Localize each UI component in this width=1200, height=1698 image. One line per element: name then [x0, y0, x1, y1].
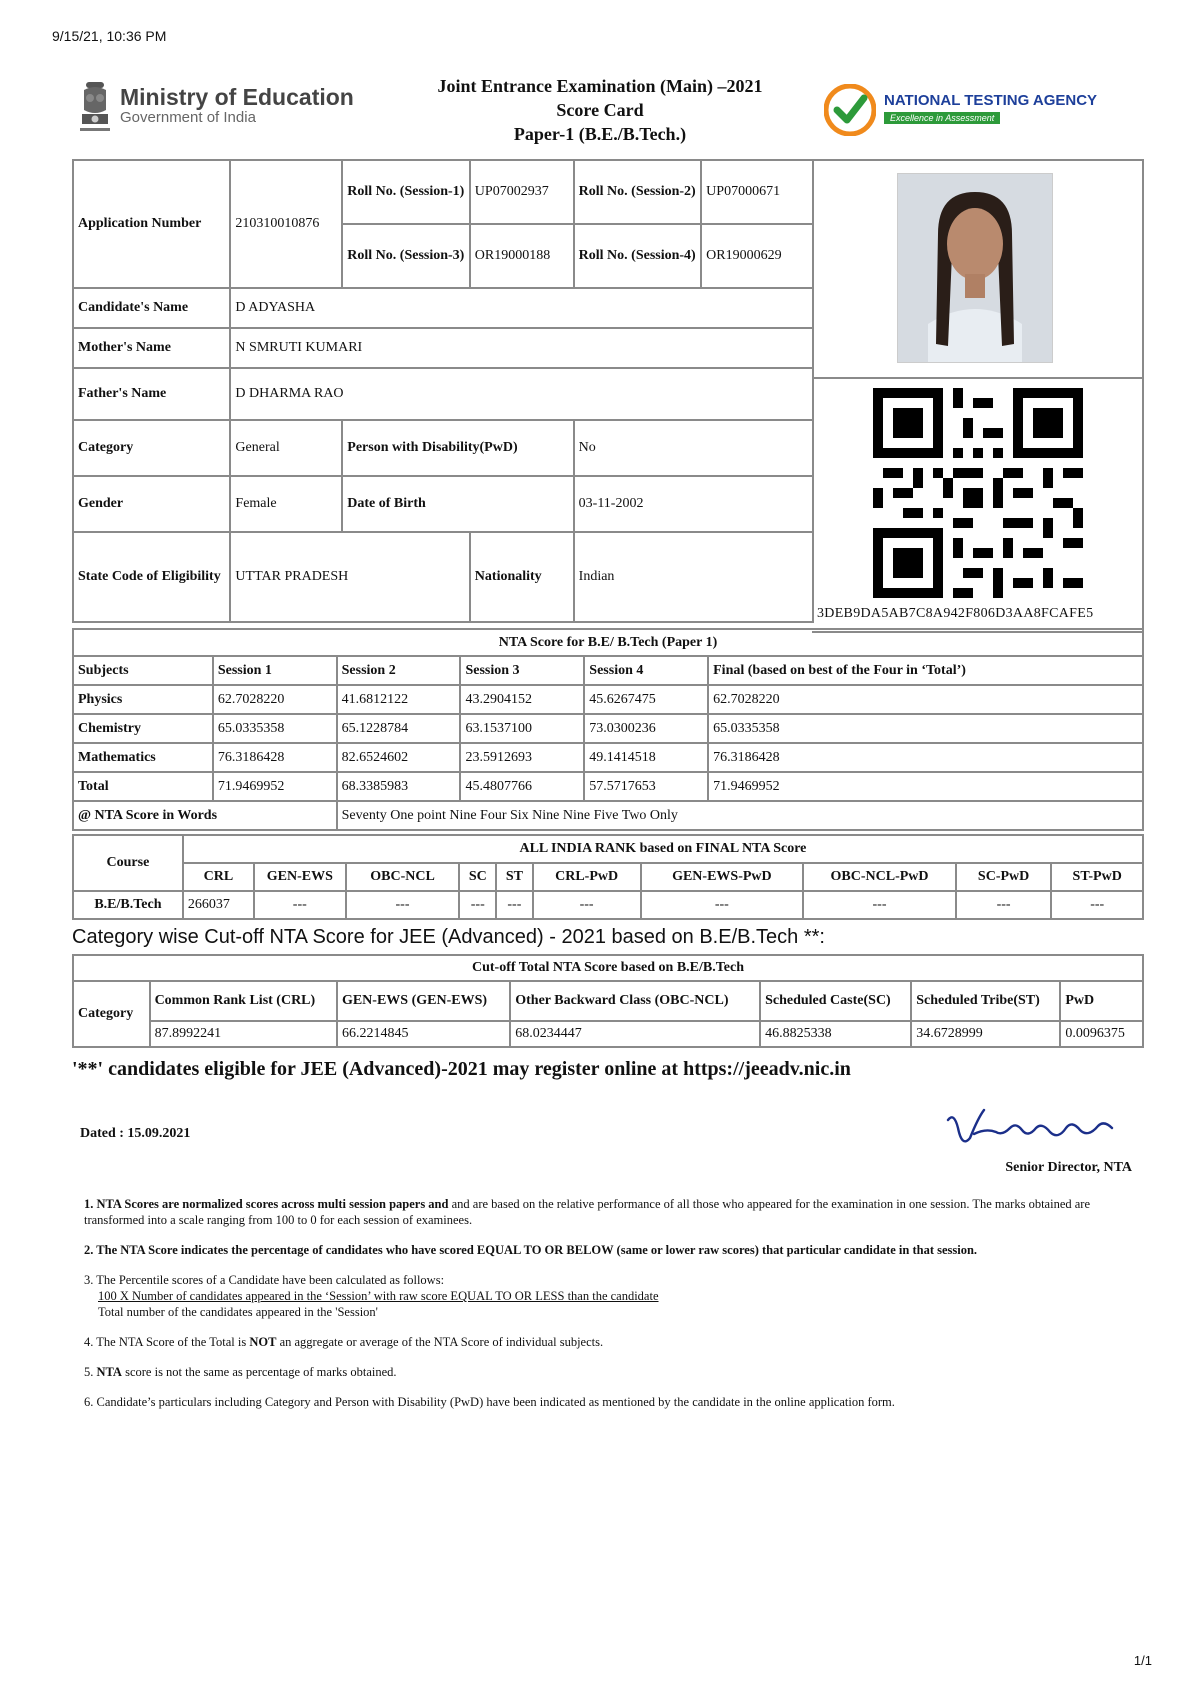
nta-score-table — [72, 628, 1144, 831]
cutoff-table-title: Cut-off Total NTA Score based on B.E/B.Tech — [73, 955, 1143, 981]
score-header-subjects: Subjects — [73, 656, 213, 685]
score-cell: 62.7028220 — [708, 685, 1143, 714]
subject-cell: Total — [73, 772, 213, 801]
score-cell: 23.5912693 — [460, 743, 584, 772]
score-header-final: Final (based on best of the Four in ‘Total’) — [708, 656, 1143, 685]
rank-value: --- — [496, 891, 533, 919]
pwd-value: No — [574, 420, 813, 476]
roll4-label: Roll No. (Session-4) — [574, 224, 702, 288]
exam-title: Joint Entrance Examination (Main) –2021 — [437, 76, 763, 96]
page-number: 1/1 — [1133, 1653, 1152, 1668]
ministry-logo — [76, 80, 356, 140]
nta-title: NATIONAL TESTING AGENCY — [884, 92, 1098, 109]
table-row — [73, 772, 1143, 801]
exam-heading — [380, 74, 820, 146]
cutoff-table — [72, 954, 1144, 1048]
percentile-formula — [98, 1288, 1124, 1320]
roll3-label: Roll No. (Session-3) — [342, 224, 470, 288]
formula-denominator: Total number of the candidates appeared in the 'Session' — [98, 1305, 378, 1319]
score-cell: 71.9469952 — [708, 772, 1143, 801]
cutoff-header-st: Scheduled Tribe(ST) — [911, 981, 1060, 1021]
formula-numerator: 100 X Number of candidates appeared in the ‘Session’ with raw score EQUAL TO OR LESS than the candidate — [98, 1289, 659, 1303]
father-name-value: D DHARMA RAO — [230, 368, 813, 420]
rank-value: --- — [956, 891, 1052, 919]
cutoff-category-label: Category — [73, 981, 150, 1047]
government-subtitle: Government of India — [120, 109, 256, 126]
rank-value: --- — [459, 891, 496, 919]
gender-label: Gender — [73, 476, 230, 532]
rank-value: --- — [254, 891, 346, 919]
note-3: 3. The Percentile scores of a Candidate have been calculated as follows: 100 X Number of candidates appeared in the ‘Session’ with raw score EQUAL TO OR LESS than the candidate Total number of the candidates appeared in the 'Session' — [84, 1272, 1124, 1320]
national-emblem-icon — [76, 80, 114, 138]
cutoff-value: 34.6728999 — [911, 1021, 1060, 1047]
score-words-label: @ NTA Score in Words — [73, 801, 337, 830]
table-row — [73, 685, 1143, 714]
rank-header-obc-ncl: OBC-NCL — [346, 863, 460, 891]
rank-header-obc-ncl-pwd: OBC-NCL-PwD — [803, 863, 956, 891]
cutoff-header-pwd: PwD — [1060, 981, 1143, 1021]
cutoff-header-sc: Scheduled Caste(SC) — [760, 981, 911, 1021]
qr-code-text: 3DEB9DA5AB7C8A942F806D3AA8FCAFE5 — [817, 606, 1094, 621]
score-header-session1: Session 1 — [213, 656, 337, 685]
score-cell: 41.6812122 — [337, 685, 461, 714]
score-header-session4: Session 4 — [584, 656, 708, 685]
dob-value: 03-11-2002 — [574, 476, 813, 532]
subject-cell: Physics — [73, 685, 213, 714]
note-1: 1. NTA Scores are normalized scores across multi session papers and and are based on the relative performance of all those who appeared for the examination in one session. The marks obtained are transformed into a scale ranging from 100 to 0 for each session of examinees. — [84, 1197, 1091, 1227]
note-5: 5. NTA score is not the same as percentage of marks obtained. — [84, 1365, 397, 1379]
note-6: 6. Candidate’s particulars including Category and Person with Disability (PwD) have been indicated as mentioned by the candidate in the online application form. — [84, 1395, 895, 1409]
candidate-details-table — [72, 159, 814, 623]
candidate-name-value: D ADYASHA — [230, 288, 813, 328]
nta-logo — [824, 84, 1124, 136]
paper-title: Paper-1 (B.E./B.Tech.) — [513, 124, 687, 144]
rank-header-st: ST — [496, 863, 533, 891]
dob-label: Date of Birth — [342, 476, 573, 532]
score-cell: 76.3186428 — [213, 743, 337, 772]
cutoff-value: 66.2214845 — [337, 1021, 510, 1047]
rank-header-gen-ews-pwd: GEN-EWS-PwD — [641, 863, 804, 891]
rank-header-sc-pwd: SC-PwD — [956, 863, 1052, 891]
score-cell: 65.0335358 — [213, 714, 337, 743]
print-timestamp: 9/15/21, 10:36 PM — [52, 28, 167, 44]
score-cell: 45.4807766 — [460, 772, 584, 801]
category-label: Category — [73, 420, 230, 476]
score-cell: 65.1228784 — [337, 714, 461, 743]
cutoff-header-obc: Other Backward Class (OBC-NCL) — [510, 981, 760, 1021]
course-value: B.E/B.Tech — [73, 891, 183, 919]
cutoff-value: 68.0234447 — [510, 1021, 760, 1047]
rank-header-crl: CRL — [183, 863, 254, 891]
score-cell: 57.5717653 — [584, 772, 708, 801]
rank-header-sc: SC — [459, 863, 496, 891]
score-header-session3: Session 3 — [460, 656, 584, 685]
cutoff-header-gen-ews: GEN-EWS (GEN-EWS) — [337, 981, 510, 1021]
subject-cell: Mathematics — [73, 743, 213, 772]
nta-check-icon — [824, 84, 876, 136]
note-4: 4. The NTA Score of the Total is NOT an aggregate or average of the NTA Score of individual subjects. — [84, 1335, 604, 1349]
rank-value: --- — [1051, 891, 1143, 919]
application-number-label: Application Number — [73, 160, 230, 288]
table-row — [73, 714, 1143, 743]
signatory-title: Senior Director, NTA — [1005, 1160, 1132, 1175]
score-cell: 45.6267475 — [584, 685, 708, 714]
score-cell: 43.2904152 — [460, 685, 584, 714]
score-cell: 73.0300236 — [584, 714, 708, 743]
state-label: State Code of Eligibility — [73, 532, 230, 622]
score-cell: 68.3385983 — [337, 772, 461, 801]
rank-header-crl-pwd: CRL-PwD — [533, 863, 641, 891]
nta-tagline: Excellence in Assessment — [884, 112, 1000, 124]
cutoff-value: 87.8992241 — [150, 1021, 337, 1047]
score-cell: 65.0335358 — [708, 714, 1143, 743]
subject-cell: Chemistry — [73, 714, 213, 743]
table-row — [73, 891, 1143, 919]
score-header-session2: Session 2 — [337, 656, 461, 685]
rank-value: --- — [533, 891, 641, 919]
note-2: 2. The NTA Score indicates the percentage of candidates who have scored EQUAL TO OR BELOW (same or lower raw scores) that particular candidate in that session. — [84, 1243, 978, 1257]
rank-title: ALL INDIA RANK based on FINAL NTA Score — [183, 835, 1143, 863]
mother-name-value: N SMRUTI KUMARI — [230, 328, 813, 368]
score-cell: 71.9469952 — [213, 772, 337, 801]
roll2-value: UP07000671 — [701, 160, 813, 224]
course-label: Course — [73, 835, 183, 891]
roll2-label: Roll No. (Session-2) — [574, 160, 702, 224]
ministry-title: Ministry of Education — [120, 84, 354, 110]
photo-qr-border — [812, 159, 1144, 633]
score-cell: 82.6524602 — [337, 743, 461, 772]
rank-value: --- — [803, 891, 956, 919]
cutoff-value: 0.0096375 — [1060, 1021, 1143, 1047]
roll1-label: Roll No. (Session-1) — [342, 160, 470, 224]
score-table-title: NTA Score for B.E/ B.Tech (Paper 1) — [73, 629, 1143, 656]
rank-value: --- — [346, 891, 460, 919]
cutoff-heading: Category wise Cut-off NTA Score for JEE (Advanced) - 2021 based on B.E/B.Tech **: — [72, 926, 825, 948]
score-words-value: Seventy One point Nine Four Six Nine Nine Five Two Only — [337, 801, 1143, 830]
table-row — [73, 743, 1143, 772]
roll1-value: UP07002937 — [470, 160, 574, 224]
roll3-value: OR19000188 — [470, 224, 574, 288]
score-cell: 63.1537100 — [460, 714, 584, 743]
state-value: UTTAR PRADESH — [230, 532, 469, 622]
roll4-value: OR19000629 — [701, 224, 813, 288]
candidate-name-label: Candidate's Name — [73, 288, 230, 328]
application-number-value: 210310010876 — [230, 160, 342, 288]
rank-header-st-pwd: ST-PwD — [1051, 863, 1143, 891]
card-title: Score Card — [556, 100, 644, 120]
photo-qr-divider — [812, 377, 1142, 379]
rank-header-gen-ews: GEN-EWS — [254, 863, 346, 891]
rank-value: --- — [641, 891, 804, 919]
category-value: General — [230, 420, 342, 476]
pwd-label: Person with Disability(PwD) — [342, 420, 573, 476]
score-cell: 49.1414518 — [584, 743, 708, 772]
cutoff-value: 46.8825338 — [760, 1021, 911, 1047]
mother-name-label: Mother's Name — [73, 328, 230, 368]
dated-line: Dated : 15.09.2021 — [80, 1126, 191, 1141]
nationality-value: Indian — [574, 532, 813, 622]
eligibility-note: '**' candidates eligible for JEE (Advanced)-2021 may register online at https://jeeadv.nic.in — [72, 1058, 851, 1080]
nationality-label: Nationality — [470, 532, 574, 622]
notes-section — [84, 1196, 1124, 1424]
score-cell: 76.3186428 — [708, 743, 1143, 772]
cutoff-header-crl: Common Rank List (CRL) — [150, 981, 337, 1021]
signature-icon — [940, 1098, 1120, 1158]
table-row — [73, 1021, 1143, 1047]
rank-table — [72, 834, 1144, 920]
score-cell: 62.7028220 — [213, 685, 337, 714]
rank-value: 266037 — [183, 891, 254, 919]
father-name-label: Father's Name — [73, 368, 230, 420]
gender-value: Female — [230, 476, 342, 532]
